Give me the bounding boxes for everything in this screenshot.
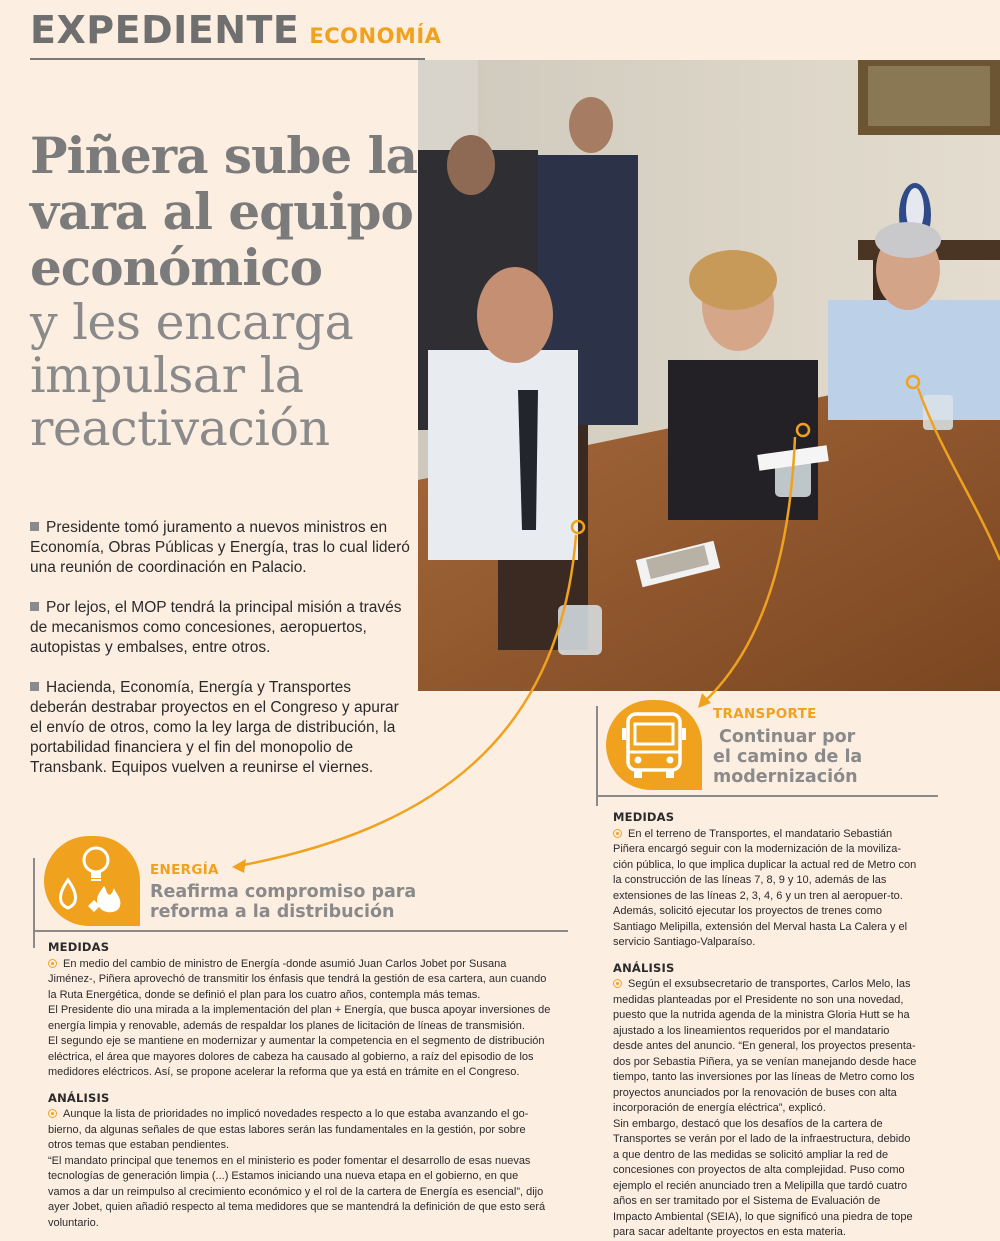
target-bullet-icon: [613, 829, 622, 838]
headline-light-2: impulsar la: [30, 347, 304, 404]
section-header: [30, 8, 441, 52]
transporte-medidas-text: En el terreno de Transportes, el mandatario Sebastián Piñera encargó seguir con la modernización de la moviliza-ción pública, lo que implica duplicar la actual red de Metro con la construcción de las líneas 7, 8, 9 y 10, además de las extensiones de las líneas 2, 3, 4, 6 y un tren al aeropuer-to. Además, solicitó ejecutar los proyectos de trenes como Santiago Melipilla, extensión del Merval hasta La Calera y el servicio Santiago-Valparaíso.: [613, 827, 917, 948]
transporte-rule: [596, 795, 938, 797]
header-rule: [30, 58, 425, 60]
transporte-body: [613, 810, 919, 1241]
headline-light-3: reactivación: [30, 400, 330, 457]
kicker-label: EXPEDIENTE: [30, 8, 300, 52]
target-bullet-icon: [48, 1109, 57, 1118]
energia-title-1: Reafirma compromiso para: [150, 882, 417, 902]
energia-title-2: reforma a la distribución: [150, 902, 395, 922]
headline-bold-3: económico: [30, 238, 323, 297]
energia-medidas-text-1: En medio del cambio de ministro de Energía -donde asumió Juan Carlos Jobet por Susana Jiménez-, Piñera aprovechó de transmitir los énfasis que tendrá la gestión de esa cartera, aun cuando la Ruta Energética, donde se definió el plan para los cuatro años, contempla más temas.: [48, 957, 547, 1001]
section-label: ECONOMÍA: [309, 24, 442, 48]
energia-analisis-label: ANÁLISIS: [48, 1090, 110, 1105]
transporte-tag: TRANSPORTE: [713, 706, 817, 722]
target-bullet-icon: [613, 979, 622, 988]
meeting-photo: [418, 60, 1000, 691]
energia-medidas-text-3: El segundo eje se mantiene en modernizar y aumentar la competencia en el segmento de distribución eléctrica, el área que mayores dolores de cabeza ha causado al gobierno, a raíz del episodio de los medidores eléctricos. Así, se propone acelerar la reforma que ya está en trámite en el Congreso.: [48, 1035, 545, 1078]
energia-medidas-label: MEDIDAS: [48, 940, 110, 954]
bullet-item: Por lejos, el MOP tendrá la principal misión a través de mecanismos como concesiones, aeropuertos, autopistas y embalses, entre otros.: [30, 599, 402, 656]
transporte-title-1: Continuar por: [719, 727, 856, 747]
transporte-vline: [596, 706, 598, 806]
transporte-analisis-label: ANÁLISIS: [613, 960, 675, 975]
energy-icon: [44, 836, 140, 926]
square-bullet-icon: [30, 602, 39, 611]
transporte-title: [713, 727, 933, 787]
bullet-item: Hacienda, Economía, Energía y Transportes deberán destrabar proyectos en el Congreso y apurar el envío de otros, como la ley larga de distribución, la portabilidad financiera y el fin del monopolio de Transbank. Equipos vuelven a reunirse el viernes.: [30, 679, 399, 776]
transporte-medidas-label: MEDIDAS: [613, 810, 675, 824]
energia-title: [150, 882, 450, 922]
target-bullet-icon: [48, 959, 57, 968]
headline: [30, 128, 425, 455]
transporte-analisis-text-1: Según el exsubsecretario de transportes, Carlos Melo, las medidas planteadas por el Presidente no son una novedad, puesto que la nutrida agenda de la ministra Gloria Hutt se ha ajustado a los lineamientos requeridos por el mandatario desde antes del anuncio. “En general, los proyectos presenta-dos por Sebastia Piñera, ya se venían manejando desde hace tiempo, tanto las inversiones por las líneas de Metro como los proyectos anunciados por la renovación de buses con alta incorporación de energía eléctrica”, explicó.: [613, 978, 917, 1114]
energia-vline: [33, 858, 35, 948]
square-bullet-icon: [30, 522, 39, 531]
transporte-title-2: el camino de la: [713, 747, 863, 767]
square-bullet-icon: [30, 682, 39, 691]
energia-rule: [33, 930, 568, 932]
energia-medidas-text-2: El Presidente dio una mirada a la implementación del plan + Energía, que busca apoyar inversiones de energía limpia y renovable, además de respaldar los planes de licitación de líneas de transmisión.: [48, 1004, 551, 1032]
transporte-analisis-text-2: Sin embargo, destacó que los desafíos de la cartera de Transportes se verán por el lado de la infraestructura, debido a que dentro de las medidas se solicitó ampliar la red de concesiones con proyectos de alta complejidad. Puso como ejemplo el recién anunciado tren a Melipilla que tardó cuatro años en ser tramitado por el Sistema de Evaluación de Impacto Ambiental (SEIA), lo que significó una piedra de tope para sacar adeltante proyectos en esta materia.: [613, 1117, 913, 1238]
energia-analisis-text-1: Aunque la lista de prioridades no implicó novedades respecto a lo que estaba avanzando el go-bierno, da algunas señales de que estas labores serán las fundamentales en la gestión, por sobre otros temas que estaban pendientes.: [48, 1108, 529, 1151]
energia-body: [48, 940, 551, 1231]
summary-bullets: [30, 518, 410, 798]
headline-bold-2: vara al equipo: [30, 182, 413, 241]
bus-icon: [606, 700, 702, 790]
bullet-item: Presidente tomó juramento a nuevos ministros en Economía, Obras Públicas y Energía, tras lo cual lideró una reunión de coordinación en Palacio.: [30, 519, 410, 576]
headline-bold-1: Piñera sube la: [30, 126, 417, 185]
headline-light-1: y les encarga: [30, 294, 354, 351]
energia-analisis-text-2: “El mandato principal que tenemos en el ministerio es poder fomentar el desarrollo de esas nuevas tecnologías de generación limpia (...) Estamos iniciando una nueva etapa en el gobierno, en que vamos a dar un reimpulso al crecimiento económico y el rol de la cartera de Energía es esencial”, dijo ayer Jobet, quien añadió respecto al tema medidores que se mantendrá la definición de que esto será voluntario.: [48, 1154, 546, 1229]
bus-badge: [606, 700, 702, 790]
energia-tag: ENERGÍA: [150, 862, 219, 878]
energy-badge: [44, 836, 140, 926]
transporte-title-3: modernización: [713, 767, 858, 787]
